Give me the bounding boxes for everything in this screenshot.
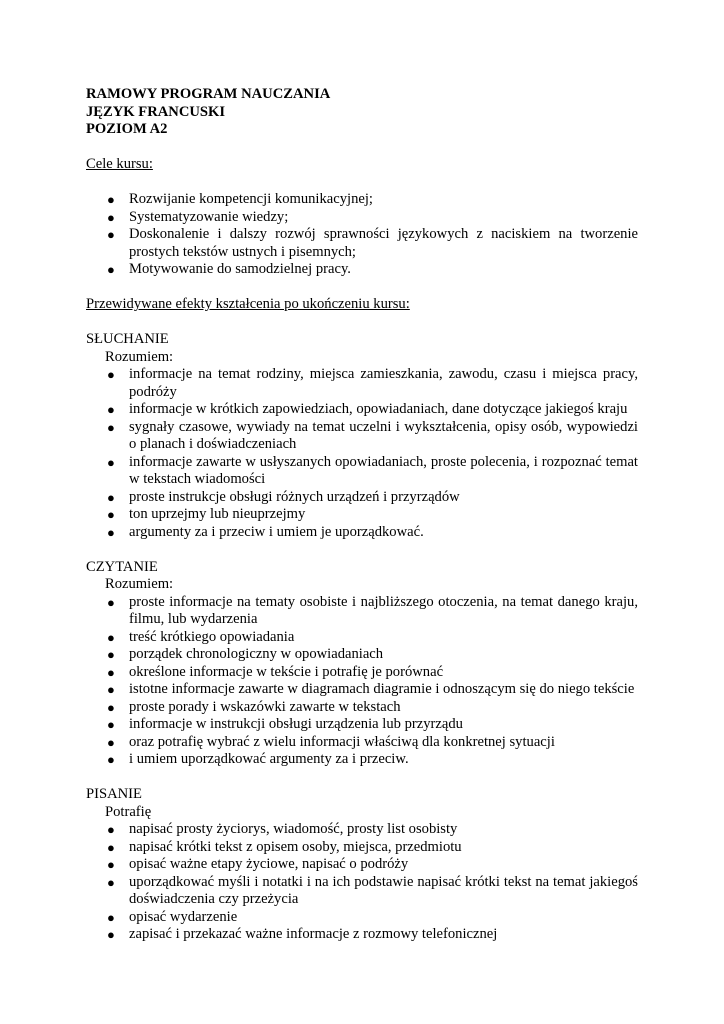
title-language: JĘZYK FRANCUSKI	[86, 103, 226, 120]
title-program: RAMOWY PROGRAM NAUCZANIA	[86, 86, 331, 102]
list-item: ● istotne informacje zawarte w diagramach diagramie i odnoszącym się do niego tekście	[107, 681, 635, 697]
bullet-icon: ●	[107, 402, 115, 417]
outcomes-heading: Przewidywane efekty kształcenia po ukończeniu kursu:	[86, 296, 410, 312]
list-item: ● Doskonalenie i dalszy rozwój sprawności językowych z naciskiem na tworzenie prostych tekstów ustnych i pisemnych;	[107, 226, 638, 260]
bullet-icon: ●	[107, 664, 115, 680]
bullet-icon: ●	[107, 209, 115, 225]
writing-list	[86, 821, 638, 944]
list-item: ● sygnały czasowe, wywiady na temat uczelni i wykształcenia, opisy osób, wypowiedzi o planach i doświadczeniach	[107, 418, 638, 452]
listening-subheading: Rozumiem:	[105, 348, 174, 365]
list-item: ● Rozwijanie kompetencji komunikacyjnej;	[107, 191, 373, 207]
list-item: ● opisać ważne etapy życiowe, napisać o podróży	[107, 856, 409, 872]
bullet-icon: ●	[107, 367, 115, 382]
bullet-icon: ●	[107, 507, 115, 522]
bullet-icon: ●	[107, 192, 115, 207]
list-item: ● treść krótkiego opowiadania	[107, 628, 295, 645]
list-item: ● proste informacje na tematy osobiste i najbliższego otoczenia, na temat danego kraju, filmu, lub wydarzenia	[107, 593, 638, 627]
list-item: ● oraz potrafię wybrać z wielu informacji właściwą dla konkretnej sytuacji	[107, 733, 555, 750]
list-item: ● zapisać i przekazać ważne informacje z rozmowy telefonicznej	[107, 926, 498, 942]
writing-heading: PISANIE	[86, 786, 142, 802]
reading-list	[86, 594, 638, 769]
bullet-icon: ●	[107, 909, 115, 925]
list-item: ● Motywowanie do samodzielnej pracy.	[107, 261, 351, 277]
bullet-icon: ●	[107, 262, 115, 277]
list-item: ● ton uprzejmy lub nieuprzejmy	[107, 506, 306, 522]
bullet-icon: ●	[107, 822, 115, 837]
list-item: ● informacje na temat rodziny, miejsca zamieszkania, zawodu, czasu i miejsca pracy, podróży	[107, 366, 638, 400]
list-item: ● Systematyzowanie wiedzy;	[107, 208, 289, 225]
bullet-icon: ●	[107, 752, 115, 767]
bullet-icon: ●	[107, 717, 115, 732]
listening-heading: SŁUCHANIE	[86, 331, 169, 347]
bullet-icon: ●	[107, 594, 115, 610]
bullet-icon: ●	[107, 629, 115, 645]
goals-heading: Cele kursu:	[86, 156, 153, 172]
bullet-icon: ●	[107, 734, 115, 750]
list-item: ● i umiem uporządkować argumenty za i przeciw.	[107, 751, 409, 767]
document-content	[86, 86, 638, 944]
bullet-icon: ●	[107, 682, 115, 697]
bullet-icon: ●	[107, 647, 115, 662]
list-item: ● porządek chronologiczny w opowiadaniach	[107, 646, 384, 662]
bullet-icon: ●	[107, 857, 115, 872]
list-item: ● uporządkować myśli i notatki i na ich podstawie napisać krótki tekst na temat jakiegoś doświadczenia czy przeżycia	[107, 873, 638, 907]
bullet-icon: ●	[107, 927, 115, 942]
bullet-icon: ●	[107, 839, 115, 855]
list-item: ● informacje zawarte w usłyszanych opowiadaniach, proste polecenia, i rozpoznać temat w tekstach wiadomości	[107, 453, 638, 487]
bullet-icon: ●	[107, 874, 115, 890]
bullet-icon: ●	[107, 524, 115, 540]
bullet-icon: ●	[107, 699, 115, 715]
list-item: ● napisać krótki tekst z opisem osoby, miejsca, przedmiotu	[107, 838, 462, 855]
list-item: ● argumenty za i przeciw i umiem je uporządkować.	[107, 523, 424, 540]
list-item: ● informacje w krótkich zapowiedziach, opowiadaniach, dane dotyczące jakiegoś kraju	[107, 401, 628, 417]
writing-subheading: Potrafię	[105, 803, 152, 820]
list-item: ● proste instrukcje obsługi różnych urządzeń i przyrządów	[107, 488, 460, 505]
listening-list	[86, 366, 638, 541]
list-item: ● proste porady i wskazówki zawarte w tekstach	[107, 698, 401, 715]
bullet-icon: ●	[107, 419, 115, 435]
list-item: ● opisać wydarzenie	[107, 908, 238, 925]
list-item: ● informacje w instrukcji obsługi urządzenia lub przyrządu	[107, 716, 463, 732]
goals-list	[86, 191, 638, 279]
list-item: ● określone informacje w tekście i potrafię je porównać	[107, 663, 444, 680]
reading-subheading: Rozumiem:	[105, 576, 174, 592]
bullet-icon: ●	[107, 454, 115, 470]
reading-heading: CZYTANIE	[86, 558, 158, 575]
title-level: POZIOM A2	[86, 121, 168, 137]
bullet-icon: ●	[107, 227, 115, 242]
list-item: ● napisać prosty życiorys, wiadomość, prosty list osobisty	[107, 821, 458, 837]
bullet-icon: ●	[107, 489, 115, 505]
